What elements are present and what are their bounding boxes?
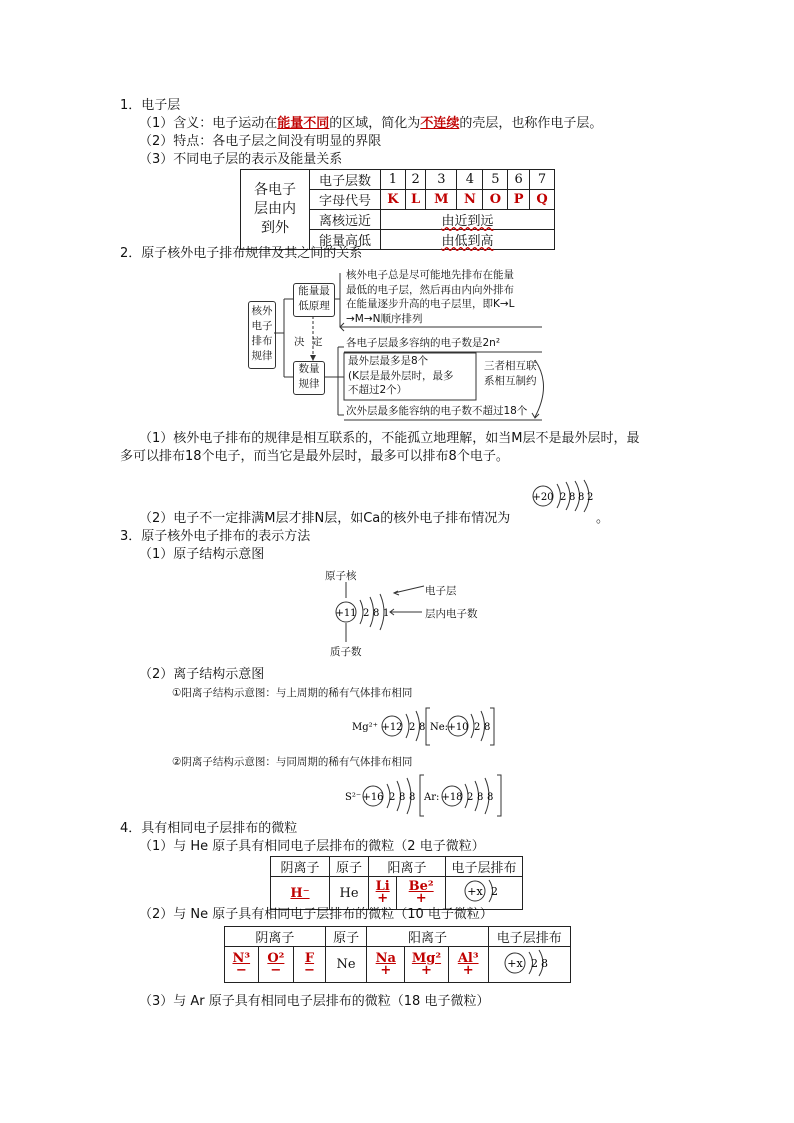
section4-heading: 4．具有相同电子层排布的微粒 [120, 821, 298, 836]
note1-line1: （1）核外电子排布的规律是相互联系的，不能孤立地理解，如当M层不是最外层时，最 [139, 431, 640, 446]
energy-description: 核外电子总是尽可能地先排布在能量 最低的电子层，然后再由内向外排布 在能量逐步升高的电子层里，即K→L →M→N顺序排列 [346, 269, 515, 325]
table-cell: K [381, 190, 406, 210]
table-header: 阳离子 [367, 927, 488, 947]
atom-diagram-subheading: （1）原子结构示意图 [139, 547, 265, 562]
outer-shell-rule: 最外层最多是8个 (K层是最外层时，最多 不超过2个） [348, 355, 454, 396]
he-cation: Be² + [397, 877, 446, 910]
distance-value: 由近到远 [381, 210, 555, 230]
ne-electron: 2 [531, 956, 539, 970]
row-label-distance: 离核远近 [310, 210, 381, 230]
table-cell: 7 [530, 170, 555, 190]
table-cell: L [405, 190, 425, 210]
s-nucleus: +16 [362, 792, 384, 803]
he-electron: 2 [491, 885, 498, 898]
table-cell: 5 [483, 170, 508, 190]
cation-title: ①阳离子结构示意图：与上周期的稀有气体排布相同 [172, 687, 413, 699]
na-electron: 2 [363, 608, 370, 619]
mg-ion-diagram [350, 703, 500, 749]
energy-principle-box: 能量最 低原理 [293, 283, 335, 317]
note2-period: 。 [596, 511, 610, 526]
table-cell: N [457, 190, 483, 210]
table-cell: 1 [381, 170, 406, 190]
decide-label: 决 [294, 336, 305, 348]
ne-config-cell [488, 947, 570, 983]
row-label-letter: 字母代号 [310, 190, 381, 210]
s-electron: 8 [409, 792, 416, 803]
ion-diagram-subheading: （2）离子结构示意图 [139, 667, 265, 682]
na-atom-diagram [320, 580, 430, 644]
label-proton-number: 质子数 [330, 646, 362, 658]
mg-nucleus: +12 [381, 722, 403, 733]
na-electron: 1 [383, 608, 390, 619]
shell-table [240, 169, 555, 250]
feature-line: （2）特点：各电子层之间没有明显的界限 [139, 134, 382, 149]
s-ion-diagram [343, 770, 508, 820]
table-left-label: 各电子 层由内 到外 [241, 170, 310, 250]
definition-line: （1）含义：电子运动在能量不同的区域，简化为不连续的壳层，也称作电子层。 [139, 116, 603, 131]
ne-anion: N³ − [225, 947, 259, 983]
ne-table [224, 926, 571, 983]
anion-title: ②阴离子结构示意图：与同周期的稀有气体排布相同 [172, 756, 413, 768]
s-electron: 2 [389, 792, 396, 803]
table-cell: 6 [508, 170, 530, 190]
label-nucleus: 原子核 [325, 570, 357, 582]
label-inner-electrons: 层内电子数 [425, 608, 478, 620]
ne-atom: Ne [325, 947, 367, 983]
he-anion: H⁻ [271, 877, 330, 910]
table-header: 阴离子 [225, 927, 326, 947]
he-subheading: （1）与 He 原子具有相同电子层排布的微粒（2 电子微粒） [139, 839, 485, 854]
ar-electron: 8 [477, 792, 484, 803]
row-label-energy: 能量高低 [310, 230, 381, 250]
s-electron: 8 [399, 792, 406, 803]
ca-electron: 2 [560, 492, 567, 503]
mg-electron: 8 [419, 722, 426, 733]
table-cell: P [508, 190, 530, 210]
table-cell: 2 [405, 170, 425, 190]
s-ion-symbol: S²⁻ [345, 792, 362, 803]
section1-heading: 1．电子层 [120, 98, 181, 113]
he-config-cell [446, 877, 523, 910]
ca-electron: 2 [587, 492, 594, 503]
table-cell: O [483, 190, 508, 210]
he-config-diagram [459, 877, 509, 905]
repr-line: （3）不同电子层的表示及能量关系 [139, 152, 343, 167]
ne-electron: 2 [474, 722, 481, 733]
table-header: 电子层排布 [446, 857, 523, 877]
table-header: 阴离子 [271, 857, 330, 877]
highlight-discontinuous: 不连续 [420, 116, 460, 131]
ca-nucleus: +20 [532, 492, 554, 503]
note2-line: （2）电子不一定排满M层才排N层，如Ca的核外电子排布情况为 [139, 511, 511, 526]
ne-nucleus: +x [507, 956, 523, 970]
ne-electron: 8 [541, 956, 549, 970]
table-cell: 3 [426, 170, 457, 190]
ne-electron: 8 [484, 722, 491, 733]
ca-atom-diagram [528, 478, 598, 514]
mutual-relation-note: 三者相互联 系相互制约 [484, 360, 537, 387]
ne-anion: F − [294, 947, 326, 983]
he-nucleus: +x [467, 885, 483, 898]
table-cell: 4 [457, 170, 483, 190]
highlight-energy-different: 能量不同 [277, 116, 330, 131]
ne-anion: O² − [258, 947, 294, 983]
ar-electron: 8 [487, 792, 494, 803]
table-header: 原子 [330, 857, 369, 877]
ar-subheading: （3）与 Ar 原子具有相同电子层排布的微粒（18 电子微粒） [139, 994, 490, 1009]
ar-nucleus: +18 [441, 792, 463, 803]
ne-cation: Mg² + [405, 947, 449, 983]
ne-config-diagram [499, 948, 559, 978]
ne-cation: Na + [367, 947, 405, 983]
na-nucleus: +11 [335, 608, 357, 619]
ne-cation: Al³ + [448, 947, 488, 983]
ca-electron: 8 [578, 492, 585, 503]
he-table [270, 856, 523, 910]
ne-label: Ne: [430, 722, 449, 733]
table-header: 阳离子 [369, 857, 446, 877]
ca-electron: 8 [569, 492, 576, 503]
mg-electron: 2 [409, 722, 416, 733]
table-header: 原子 [325, 927, 367, 947]
section3-heading: 3．原子核外电子排布的表示方法 [120, 529, 311, 544]
he-cation: Li + [369, 877, 397, 910]
decide-label-2: 定 [312, 336, 323, 348]
ar-electron: 2 [467, 792, 474, 803]
he-atom: He [330, 877, 369, 910]
ne-subheading: （2）与 Ne 原子具有相同电子层排布的微粒（10 电子微粒） [139, 907, 493, 922]
section2-heading: 2．原子核外电子排布规律及其之间的关系 [120, 246, 363, 261]
label-electron-shell: 电子层 [425, 585, 457, 597]
note1-line2: 多可以排布18个电子，而当它是最外层时，最多可以排布8个电子。 [120, 449, 509, 464]
table-header: 电子层排布 [488, 927, 570, 947]
mg-ion-symbol: Mg²⁺ [352, 722, 378, 733]
quantity-rule-box: 数量 规律 [293, 361, 325, 395]
row-label-shell-number: 电子层数 [310, 170, 381, 190]
energy-value: 由低到高 [381, 230, 555, 250]
table-cell: M [426, 190, 457, 210]
table-cell: Q [530, 190, 555, 210]
ne-nucleus: +10 [447, 722, 469, 733]
max-capacity-rule: 各电子层最多容纳的电子数是2n² [346, 337, 501, 349]
ar-label: Ar: [424, 792, 440, 803]
second-outer-rule: 次外层最多能容纳的电子数不超过18个 [346, 405, 528, 417]
na-electron: 8 [373, 608, 380, 619]
diagram-root-box: 核外 电子 排布 规律 [248, 301, 276, 369]
